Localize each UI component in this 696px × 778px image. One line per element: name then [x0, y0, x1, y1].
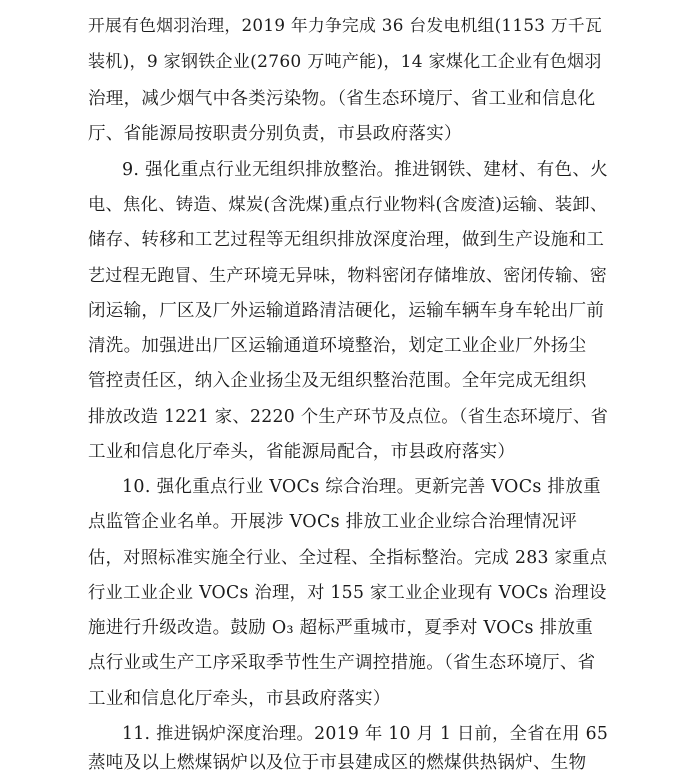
text-line: 电、焦化、铸造、煤炭(含洗煤)重点行业物料(含废渣)运输、装卸、 [88, 195, 608, 215]
text-line: 蒸吨及以上燃煤锅炉以及位于市县建成区的燃煤供热锅炉、生物 [88, 753, 587, 773]
text-line: 点行业或生产工序采取季节性生产调控措施。（省生态环境厅、省 [88, 653, 596, 673]
text-line: 工业和信息化厅牵头，省能源局配合，市县政府落实） [88, 442, 516, 462]
text-line: 开展有色烟羽治理，2019 年力争完成 36 台发电机组(1153 万千瓦 [88, 15, 603, 35]
text-line: 清洗。加强进出厂区运输通道环境整治，划定工业企业厂外扬尘 [88, 336, 587, 356]
text-line: 艺过程无跑冒、生产环境无异味，物料密闭存储堆放、密闭传输、密 [88, 266, 607, 286]
text-line: 行业工业企业 VOCs 治理，对 155 家工业企业现有 VOCs 治理设 [88, 583, 607, 603]
section-11-heading-line: 11. 推进锅炉深度治理。2019 年 10 月 1 日前，全省在用 65 [122, 724, 609, 744]
text-line: 管控责任区，纳入企业扬尘及无组织整治范围。全年完成无组织 [88, 371, 587, 391]
text-line: 施进行升级改造。鼓励 O₃ 超标严重城市，夏季对 VOCs 排放重 [88, 618, 594, 638]
text-line: 装机)，9 家钢铁企业(2760 万吨产能)，14 家煤化工企业有色烟羽 [88, 52, 602, 72]
section-9-heading-line: 9. 强化重点行业无组织排放整治。推进钢铁、建材、有色、火 [122, 160, 608, 180]
text-line: 闭运输，厂区及厂外运输道路清洁硬化，运输车辆车身车轮出厂前 [88, 301, 605, 321]
text-line: 工业和信息化厅牵头，市县政府落实） [88, 689, 391, 709]
text-line: 排放改造 1221 家、2220 个生产环节及点位。（省生态环境厅、省 [88, 407, 609, 427]
text-line: 厅、省能源局按职责分别负责，市县政府落实） [88, 124, 462, 144]
section-10-heading-line: 10. 强化重点行业 VOCs 综合治理。更新完善 VOCs 排放重 [122, 477, 601, 497]
text-line: 点监管企业名单。开展涉 VOCs 排放工业企业综合治理情况评 [88, 512, 578, 532]
text-line: 估，对照标准实施全行业、全过程、全指标整治。完成 283 家重点 [88, 548, 608, 568]
text-line: 储存、转移和工艺过程等无组织排放深度治理，做到生产设施和工 [88, 230, 605, 250]
text-line: 治理，减少烟气中各类污染物。（省生态环境厅、省工业和信息化 [88, 89, 596, 109]
